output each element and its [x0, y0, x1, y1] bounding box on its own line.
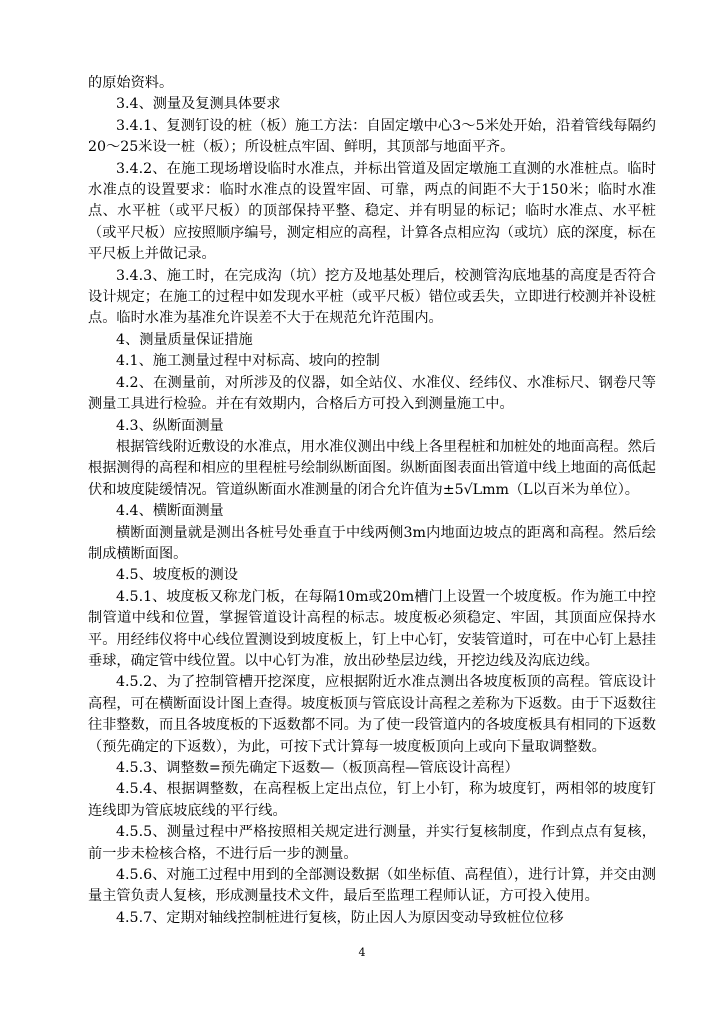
- paragraph: 3.4.2、在施工现场增设临时水准点，并标出管道及固定墩施工直测的水准桩点。临时水准点的设置要求：临时水准点的设置牢固、可靠，两点的间距不大于150米；临时水准点、水平桩（或平尺板）的顶部保持平整、稳定、并有明显的标记；临时水准点、水平桩（或平尺板）应按照顺序编号，测定相应的高程，计算各点相应沟（或坑）底的深度，标在平尺板上并做记录。: [88, 160, 656, 263]
- paragraph: 4.5.7、定期对轴线控制桩进行复核，防止因人为原因变动导致桩位位移: [116, 909, 564, 926]
- section-heading: 4.3、纵断面测量: [116, 417, 224, 434]
- paragraph: 4.5.2、为了控制管槽开挖深度，应根据附近水准点测出各坡度板顶的高程。管底设计高程，可在横断面设计图上查得。坡度板顶与管底设计高程之差称为下返数。由于下返数往往非整数，而且各坡度板的下返数都不同。为了使一段管道内的各坡度板具有相同的下返数（预先确定的下返数），为此，可按下式计算每一坡度板顶向上或向下量取调整数。: [88, 674, 656, 755]
- paragraph: 4.5.3、调整数=预先确定下返数—（板顶高程—管底设计高程）: [116, 760, 519, 776]
- paragraph: 4.5.4、根据调整数，在高程板上定出点位，钉上小钉，称为坡度钉，两相邻的坡度钉连线即为管底坡底线的平行线。: [88, 781, 656, 819]
- section-heading: 3.4、测量及复测具体要求: [116, 96, 281, 113]
- paragraph: 根据管线附近敷设的水准点，用水准仪测出中线上各里程桩和加桩处的地面高程。然后根据测得的高程和相应的里程桩号绘制纵断面图。纵断面图表面出管道中线上地面的高低起伏和坡度陡缓情况。管道纵断面水准测量的闭合允许值为±5√Lmm（L以百米为单位）。: [88, 438, 656, 498]
- document-body: [88, 73, 656, 929]
- paragraph: 4.5.1、坡度板又称龙门板，在每隔10m或20m槽门上设置一个坡度板。作为施工中控制管道中线和位置，掌握管道设计高程的标志。坡度板必须稳定、牢固，其顶面应保持水平。用经纬仪将中心线位置测设到坡度板上，钉上中心钉，安装管道时，可在中心钉上悬挂垂球，确定管中线位置。以中心钉为准，放出砂垫层边线，开挖边线及沟底边线。: [88, 588, 656, 669]
- paragraph: 4.5.6、对施工过程中用到的全部测设数据（如坐标值、高程值），进行计算，并交由测量主管负责人复核，形成测量技术文件，最后至监理工程师认证，方可投入使用。: [88, 867, 656, 905]
- paragraph: 3.4.1、复测钉设的桩（板）施工方法：自固定墩中心3～5米处开始，沿着管线每隔约20～25米设一桩（板）；所设桩点牢固、鲜明，其顶部与地面平齐。: [88, 117, 656, 156]
- page-number: 4: [358, 946, 366, 959]
- paragraph: 的原始资料。: [88, 75, 174, 91]
- section-heading: 4.5、坡度板的测设: [116, 567, 238, 584]
- section-heading: 4、测量质量保证措施: [116, 331, 253, 348]
- section-heading: 4.1、施工测量过程中对标高、坡向的控制: [116, 353, 380, 370]
- paragraph: 4.5.5、测量过程中严格按照相关规定进行测量，并实行复核制度，作到点点有复核，前一步未检核合格，不进行后一步的测量。: [88, 824, 656, 862]
- paragraph: 3.4.3、施工时，在完成沟（坑）挖方及地基处理后，校测管沟底地基的高度是否符合设计规定；在施工的过程中如发现水平桩（或平尺板）错位或丢失，立即进行校测并补设桩点。临时水准为基准允许误差不大于在规范允许范围内。: [88, 267, 656, 327]
- paragraph: 4.2、在测量前，对所涉及的仪器，如全站仪、水准仪、经纬仪、水准标尺、钢卷尺等测量工具进行检验。并在有效期内，合格后方可投入到测量施工中。: [88, 374, 656, 413]
- paragraph: 横断面测量就是测出各桩号处垂直于中线两侧3m内地面边坡点的距离和高程。然后绘制成横断面图。: [88, 524, 656, 562]
- section-heading: 4.4、横断面测量: [116, 503, 224, 520]
